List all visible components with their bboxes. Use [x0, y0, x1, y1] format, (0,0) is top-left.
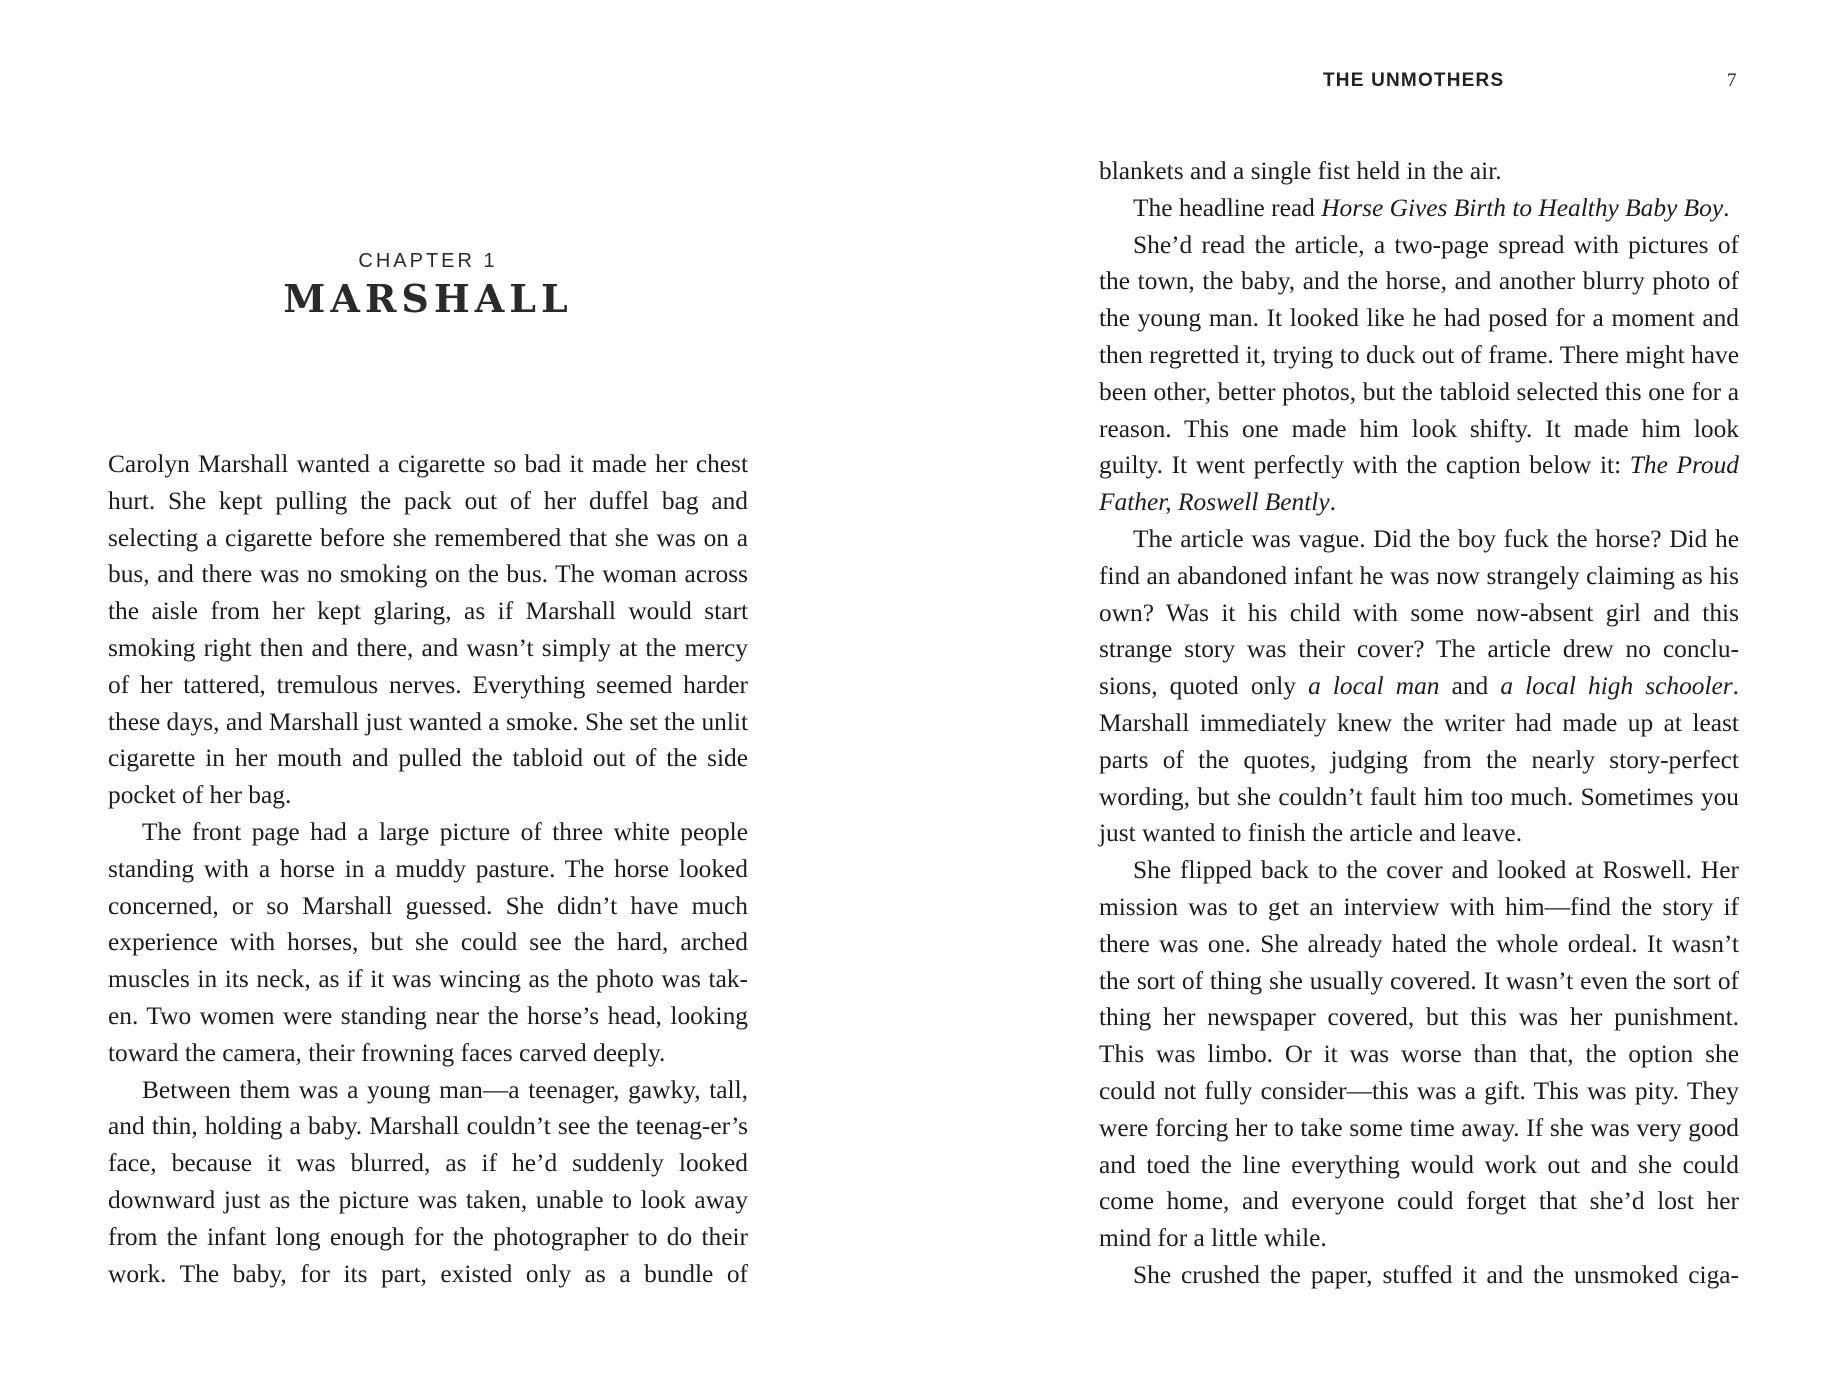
paragraph [1099, 153, 1739, 190]
running-title: THE UNMOTHERS [1323, 70, 1505, 91]
italic-text-run: a local man [1308, 672, 1440, 701]
text-run: She’d read the article, a two-page spread with pictures of the town, the baby, and the horse, and another blurry photo of the young man. It looked like he had posed for a moment and then regretted it, trying to duck out of frame. There might have been other, better photos, but the tabloid selected this one for a reason. This one made him look shifty. It made him look guilty. It went perfectly with the caption below it: [1099, 230, 1739, 480]
paragraph [108, 814, 748, 1072]
paragraph [1099, 190, 1739, 227]
italic-text-run: The Proud Father, Roswell Bently [1099, 451, 1739, 517]
left-page-body-text [108, 446, 748, 1292]
text-run: She crushed the paper, stuffed it and the unsmoked ciga- [1133, 1260, 1739, 1289]
paragraph [1099, 521, 1739, 852]
text-run: . Marshall immediately knew the writer had made up at least parts of the quotes, judging from the nearly story-perfect wording, but she couldn’t fault him too much. Sometimes you just wanted to finish the article and leave. [1099, 672, 1740, 848]
text-run: The headline read [1133, 193, 1322, 222]
text-run: Carolyn Marshall wanted a cigarette so bad it made her chest hurt. She kept pulling the pack out of her duffel bag and selecting a cigarette before she remembered that she was on a bus, and there was no smoking on the bus. The woman across the aisle from her kept glaring, as if Marshall would start smoking right then and there, and wasn’t simply at the mercy of her tattered, tremulous nerves. Everything seemed harder these days, and Marshall just wanted a smoke. She set the unlit cigarette in her mouth and pulled the tabloid out of the side pocket of her bag. [108, 450, 748, 810]
paragraph [1099, 227, 1739, 521]
italic-text-run: Horse Gives Birth to Healthy Baby Boy [1321, 193, 1724, 222]
text-run: . [1723, 193, 1730, 222]
page-number: 7 [1727, 70, 1737, 91]
italic-text-run: a local high schooler [1500, 672, 1733, 701]
running-head [917, 70, 1834, 100]
chapter-label: CHAPTER 1 [358, 250, 498, 272]
text-run: She flipped back to the cover and looked at Roswell. Her mission was to get an interview with him—find the story if there was one. She already hated the whole ordeal. It wasn’t the sort of thing she usually covered. It wasn’t even the sort of thing her newspaper covered, but this was her punishment. This was limbo. Or it was worse than that, the option she could not fully consider—this was a gift. This was pity. They were forcing her to take some time away. If she was very good and toed the line everything would work out and she could come home, and everyone could forget that she’d lost her mind for a little while. [1099, 856, 1739, 1253]
paragraph [108, 1072, 748, 1293]
text-run: blankets and a single fist held in the air. [1099, 157, 1502, 185]
text-run: The article was vague. Did the boy fuck the horse? Did he find an abandoned infant he was now strangely claiming as his own? Was it his child with some now-absent girl and this strange story was their cover? The article drew no conclu-sions, quoted only [1099, 524, 1739, 701]
paragraph [1099, 852, 1739, 1257]
text-run: . [1329, 488, 1336, 517]
text-run: Between them was a young man—a teenager, gawky, tall, and thin, holding a baby. Marshall couldn’t see the teenag-er’s face, because it was blurred, as if he’d suddenly looked downward just as the picture was taken, unable to look away from the infant long enough for the photographer to do their work. The baby, for its part, existed only as a bundle of [108, 1075, 748, 1288]
chapter-title: MARSHALL [283, 276, 573, 321]
right-page [917, 0, 1834, 1396]
paragraph [1099, 1257, 1739, 1294]
text-run: and [1439, 672, 1501, 701]
text-run: The front page had a large picture of three white people standing with a horse in a muddy pasture. The horse looked concerned, or so Marshall guessed. She didn’t have much experience with horses, but she could see the hard, arched muscles in its neck, as if it was wincing as the photo was tak-en. Two women were standing near the horse’s head, looking toward the camera, their frowning faces carved deeply. [108, 817, 748, 1067]
right-page-body-text [1099, 153, 1739, 1294]
paragraph [108, 446, 748, 814]
